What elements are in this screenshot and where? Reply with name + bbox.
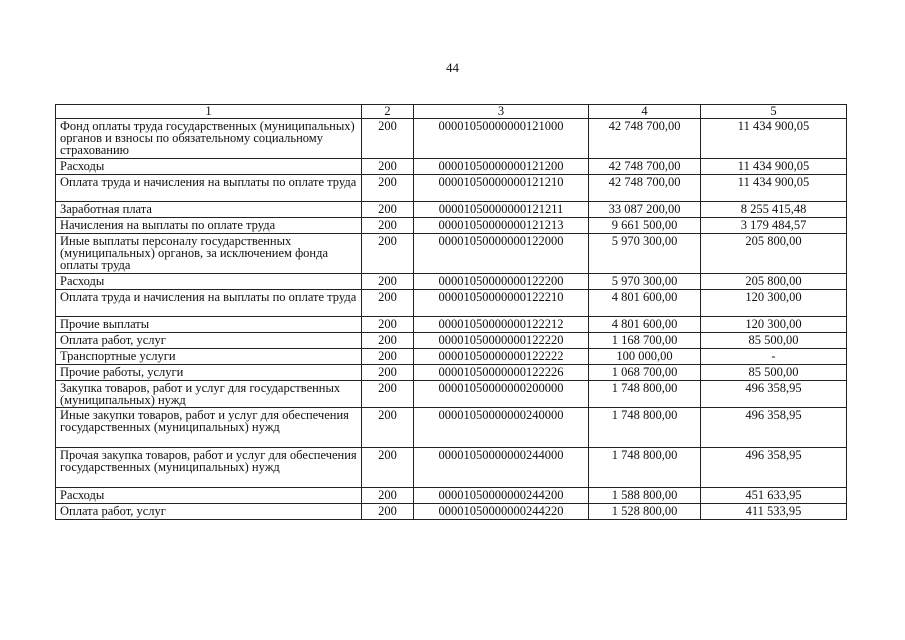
row-plan-amount: 5 970 300,00: [589, 274, 701, 290]
row-code: 200: [362, 365, 414, 381]
row-code: 200: [362, 488, 414, 504]
row-plan-amount: 42 748 700,00: [589, 159, 701, 175]
row-name: Транспортные услуги: [56, 349, 362, 365]
row-kbk: 00001050000000122222: [414, 349, 589, 365]
row-code: 200: [362, 175, 414, 202]
row-code: 200: [362, 504, 414, 520]
row-actual-amount: 205 800,00: [701, 234, 847, 274]
row-plan-amount: 4 801 600,00: [589, 290, 701, 317]
row-kbk: 00001050000000121200: [414, 159, 589, 175]
row-code: 200: [362, 218, 414, 234]
table-row: [56, 119, 847, 159]
row-name: Расходы: [56, 274, 362, 290]
row-actual-amount: 120 300,00: [701, 290, 847, 317]
row-kbk: 00001050000000240000: [414, 408, 589, 448]
row-code: 200: [362, 159, 414, 175]
table-header-row: [56, 105, 847, 119]
table-row: [56, 333, 847, 349]
row-kbk: 00001050000000122226: [414, 365, 589, 381]
row-name: Оплата труда и начисления на выплаты по оплате труда: [56, 175, 362, 202]
table-row: [56, 159, 847, 175]
row-kbk: 00001050000000122212: [414, 317, 589, 333]
row-code: 200: [362, 349, 414, 365]
row-kbk: 00001050000000244220: [414, 504, 589, 520]
row-plan-amount: 1 748 800,00: [589, 448, 701, 488]
row-code: 200: [362, 290, 414, 317]
row-actual-amount: 205 800,00: [701, 274, 847, 290]
row-code: 200: [362, 333, 414, 349]
row-plan-amount: 1 748 800,00: [589, 381, 701, 408]
table-row: [56, 290, 847, 317]
row-kbk: 00001050000000121211: [414, 202, 589, 218]
table-row: [56, 504, 847, 520]
row-code: 200: [362, 317, 414, 333]
row-code: 200: [362, 274, 414, 290]
row-code: 200: [362, 408, 414, 448]
header-col-4: 4: [589, 105, 701, 119]
row-code: 200: [362, 119, 414, 159]
row-actual-amount: 3 179 484,57: [701, 218, 847, 234]
row-code: 200: [362, 202, 414, 218]
table-row: [56, 218, 847, 234]
row-kbk: 00001050000000121213: [414, 218, 589, 234]
row-name: Оплата работ, услуг: [56, 504, 362, 520]
row-name: Прочие работы, услуги: [56, 365, 362, 381]
row-name: Расходы: [56, 159, 362, 175]
row-name: Заработная плата: [56, 202, 362, 218]
row-name: Иные выплаты персоналу государственных (муниципальных) органов, за исключением фонда оплаты труда: [56, 234, 362, 274]
row-actual-amount: 85 500,00: [701, 333, 847, 349]
row-actual-amount: 496 358,95: [701, 381, 847, 408]
row-actual-amount: 11 434 900,05: [701, 119, 847, 159]
row-plan-amount: 9 661 500,00: [589, 218, 701, 234]
header-col-2: 2: [362, 105, 414, 119]
row-name: Фонд оплаты труда государственных (муниципальных) органов и взносы по обязательному социальному страхованию: [56, 119, 362, 159]
row-plan-amount: 42 748 700,00: [589, 119, 701, 159]
row-name: Прочие выплаты: [56, 317, 362, 333]
row-name: Начисления на выплаты по оплате труда: [56, 218, 362, 234]
row-kbk: 00001050000000122200: [414, 274, 589, 290]
row-name: Оплата труда и начисления на выплаты по оплате труда: [56, 290, 362, 317]
row-plan-amount: 5 970 300,00: [589, 234, 701, 274]
row-plan-amount: 1 168 700,00: [589, 333, 701, 349]
header-col-3: 3: [414, 105, 589, 119]
row-kbk: 00001050000000122210: [414, 290, 589, 317]
table-row: [56, 365, 847, 381]
table-row: [56, 202, 847, 218]
row-kbk: 00001050000000244200: [414, 488, 589, 504]
row-actual-amount: 8 255 415,48: [701, 202, 847, 218]
table-row: [56, 349, 847, 365]
row-name: Закупка товаров, работ и услуг для государственных (муниципальных) нужд: [56, 381, 362, 408]
row-name: Прочая закупка товаров, работ и услуг для обеспечения государственных (муниципальных) нужд: [56, 448, 362, 488]
table-row: [56, 448, 847, 488]
row-plan-amount: 1 528 800,00: [589, 504, 701, 520]
row-plan-amount: 1 748 800,00: [589, 408, 701, 448]
row-plan-amount: 1 068 700,00: [589, 365, 701, 381]
row-name: Иные закупки товаров, работ и услуг для обеспечения государственных (муниципальных) нужд: [56, 408, 362, 448]
row-code: 200: [362, 381, 414, 408]
row-actual-amount: 496 358,95: [701, 448, 847, 488]
row-actual-amount: 120 300,00: [701, 317, 847, 333]
row-actual-amount: -: [701, 349, 847, 365]
row-actual-amount: 411 533,95: [701, 504, 847, 520]
row-name: Оплата работ, услуг: [56, 333, 362, 349]
row-actual-amount: 85 500,00: [701, 365, 847, 381]
row-actual-amount: 451 633,95: [701, 488, 847, 504]
table-row: [56, 381, 847, 408]
row-plan-amount: 100 000,00: [589, 349, 701, 365]
row-kbk: 00001050000000122000: [414, 234, 589, 274]
row-name: Расходы: [56, 488, 362, 504]
row-plan-amount: 42 748 700,00: [589, 175, 701, 202]
row-kbk: 00001050000000121000: [414, 119, 589, 159]
row-kbk: 00001050000000122220: [414, 333, 589, 349]
row-kbk: 00001050000000121210: [414, 175, 589, 202]
row-code: 200: [362, 448, 414, 488]
page-number: 44: [446, 60, 459, 75]
row-kbk: 00001050000000244000: [414, 448, 589, 488]
header-col-1: 1: [56, 105, 362, 119]
table-row: [56, 408, 847, 448]
row-plan-amount: 1 588 800,00: [589, 488, 701, 504]
table-row: [56, 317, 847, 333]
table-row: [56, 274, 847, 290]
row-code: 200: [362, 234, 414, 274]
row-actual-amount: 11 434 900,05: [701, 159, 847, 175]
header-col-5: 5: [701, 105, 847, 119]
table-row: [56, 175, 847, 202]
table-row: [56, 234, 847, 274]
row-actual-amount: 496 358,95: [701, 408, 847, 448]
row-plan-amount: 4 801 600,00: [589, 317, 701, 333]
row-kbk: 00001050000000200000: [414, 381, 589, 408]
row-plan-amount: 33 087 200,00: [589, 202, 701, 218]
row-actual-amount: 11 434 900,05: [701, 175, 847, 202]
table-row: [56, 488, 847, 504]
budget-table: [55, 104, 847, 520]
